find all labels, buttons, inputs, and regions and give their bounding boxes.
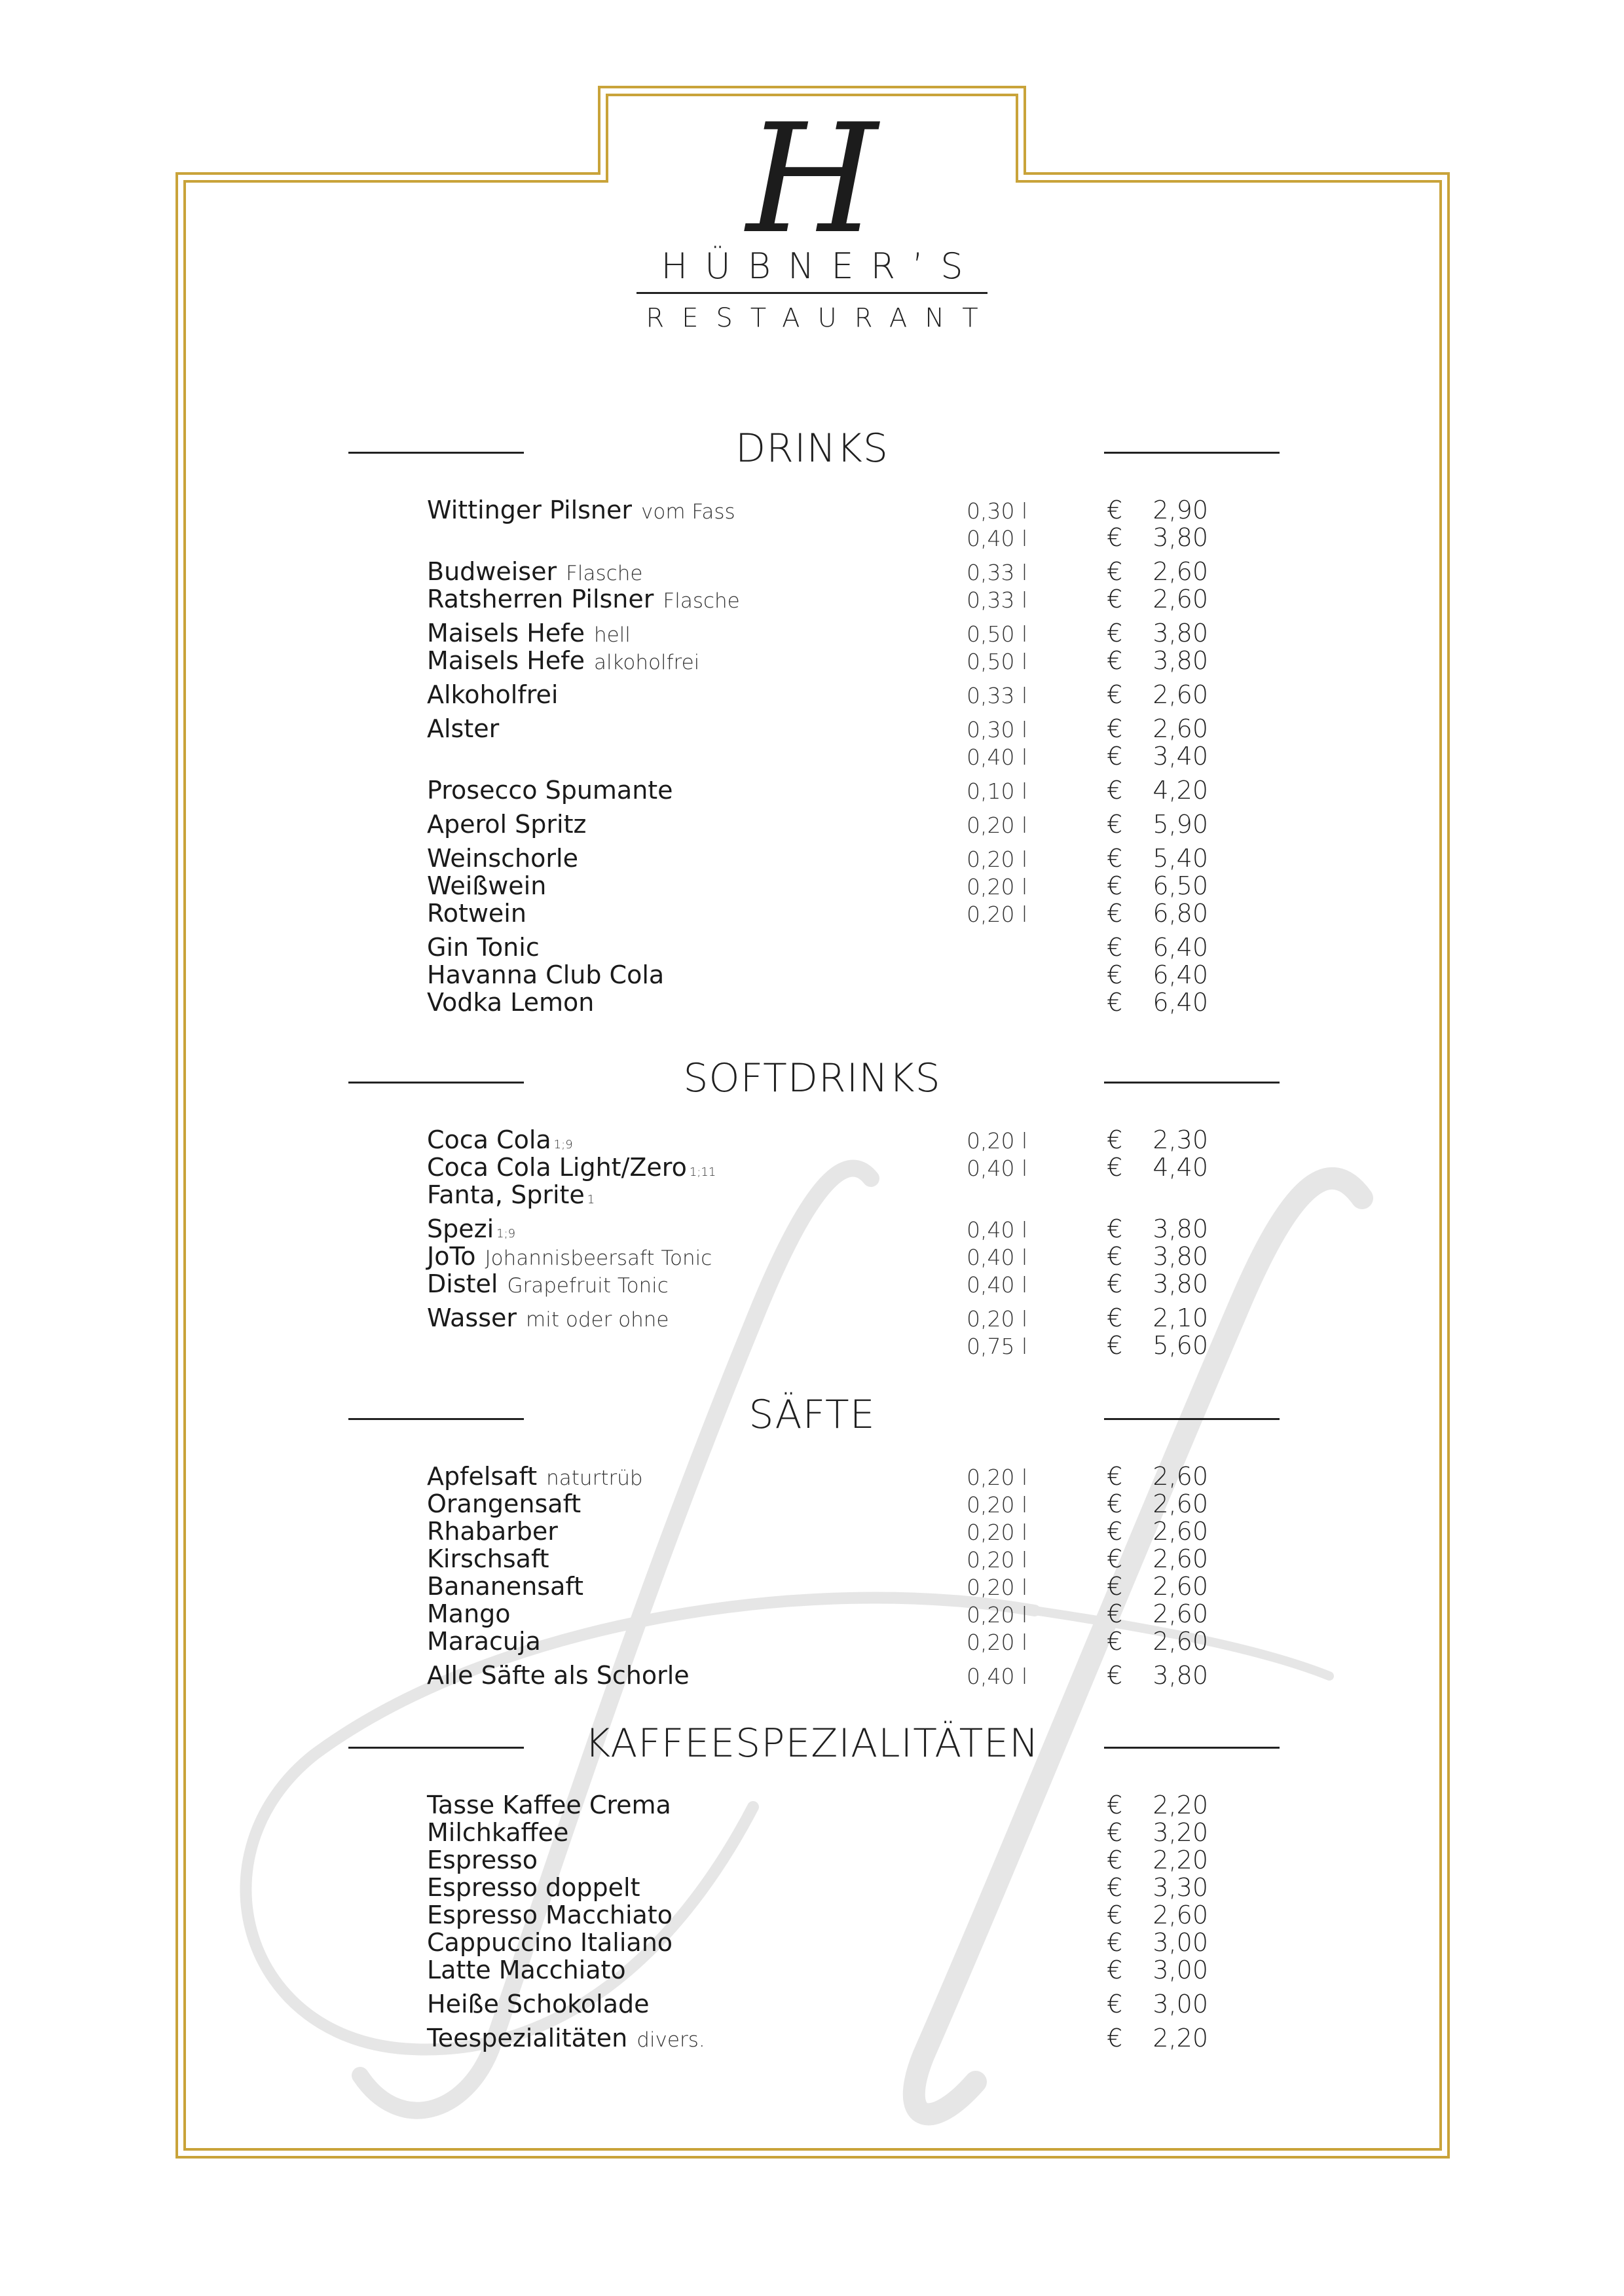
item-price: 3,30 xyxy=(1153,1873,1208,1902)
item-price: 3,80 xyxy=(1153,523,1208,552)
section-title: SOFTDRINKS xyxy=(683,1055,941,1101)
item-name: Distel xyxy=(427,1269,498,1298)
menu-item xyxy=(0,1490,1624,1518)
item-name-block xyxy=(427,1518,558,1545)
currency-symbol: € xyxy=(1107,1873,1123,1902)
menu-item xyxy=(0,496,1624,524)
section-drinks xyxy=(0,419,1624,1023)
menu-item xyxy=(0,1215,1624,1243)
item-name: Aperol Spritz xyxy=(427,810,587,839)
currency-symbol: € xyxy=(1107,1661,1123,1690)
item-price: 3,80 xyxy=(1153,1242,1208,1271)
currency-symbol: € xyxy=(1107,1990,1123,2018)
item-volume: 0,20 l xyxy=(967,1547,1028,1573)
item-name-block xyxy=(427,934,540,961)
item-name: Vodka Lemon xyxy=(427,988,595,1017)
menu-item xyxy=(0,1791,1624,1819)
item-name-block xyxy=(427,619,631,649)
item-name: Teespezialitäten xyxy=(427,2024,628,2052)
item-note: vom Fass xyxy=(641,500,735,524)
section-rule-right xyxy=(1104,1418,1280,1420)
item-name: Rotwein xyxy=(427,899,526,928)
item-name-block xyxy=(427,585,740,615)
item-price: 5,60 xyxy=(1153,1331,1208,1360)
currency-symbol: € xyxy=(1107,523,1123,552)
item-price: 2,60 xyxy=(1153,1599,1208,1628)
item-price: 6,50 xyxy=(1153,871,1208,900)
currency-symbol: € xyxy=(1107,1489,1123,1518)
menu-item xyxy=(0,934,1624,961)
item-name-block xyxy=(427,811,586,838)
item-name: Alkoholfrei xyxy=(427,680,559,709)
item-group xyxy=(0,1304,1624,1359)
brand-divider xyxy=(637,292,987,294)
item-name: Espresso doppelt xyxy=(427,1873,640,1902)
currency-symbol: € xyxy=(1107,1818,1123,1847)
item-price: 2,60 xyxy=(1153,1517,1208,1546)
item-volume: 0,33 l xyxy=(967,683,1028,708)
item-price: 3,00 xyxy=(1153,1990,1208,2018)
item-name-block xyxy=(427,776,673,804)
item-price: 2,60 xyxy=(1153,1901,1208,1929)
item-price: 2,20 xyxy=(1153,2024,1208,2052)
currency-symbol: € xyxy=(1107,1627,1123,1656)
section-rule-right xyxy=(1104,452,1280,454)
menu-item xyxy=(0,1628,1624,1655)
item-name-block xyxy=(427,1901,673,1929)
item-name: Alster xyxy=(427,714,500,743)
menu-item xyxy=(0,619,1624,647)
item-price: 3,80 xyxy=(1153,646,1208,675)
currency-symbol: € xyxy=(1107,1462,1123,1491)
item-name: Wasser xyxy=(427,1303,517,1332)
item-volume: 0,20 l xyxy=(967,812,1028,838)
item-note: divers. xyxy=(637,2028,705,2052)
item-price: 3,80 xyxy=(1153,1269,1208,1298)
menu-item xyxy=(0,961,1624,989)
item-name: Budweiser xyxy=(427,557,557,586)
item-name-block xyxy=(427,681,558,708)
currency-symbol: € xyxy=(1107,742,1123,771)
item-name: Gin Tonic xyxy=(427,933,540,962)
item-volume: 0,40 l xyxy=(967,1664,1028,1689)
menu-item xyxy=(0,1874,1624,1901)
item-name-block xyxy=(427,845,578,872)
item-name: Rhabarber xyxy=(427,1517,558,1546)
item-note: hell xyxy=(593,623,631,647)
currency-symbol: € xyxy=(1107,1901,1123,1929)
item-volume: 0,20 l xyxy=(967,1492,1028,1518)
item-name-block xyxy=(427,1243,712,1272)
item-name: Weißwein xyxy=(427,871,547,900)
section-title: DRINKS xyxy=(735,426,889,471)
item-name-block xyxy=(427,900,526,927)
item-name-block xyxy=(427,1628,541,1655)
menu-item xyxy=(0,681,1624,708)
menu-item xyxy=(0,1126,1624,1154)
item-group xyxy=(0,776,1624,804)
menu-item xyxy=(0,1990,1624,2018)
currency-symbol: € xyxy=(1107,2024,1123,2052)
item-name: Havanna Club Cola xyxy=(427,960,665,989)
currency-symbol: € xyxy=(1107,1331,1123,1360)
item-price: 2,60 xyxy=(1153,1462,1208,1491)
menu-item xyxy=(0,1181,1624,1209)
currency-symbol: € xyxy=(1107,1269,1123,1298)
item-name-block xyxy=(427,1662,690,1689)
menu-item xyxy=(0,1846,1624,1874)
currency-symbol: € xyxy=(1107,585,1123,613)
menu-items xyxy=(0,1463,1624,1689)
item-name: Spezi xyxy=(427,1214,494,1243)
item-price: 2,60 xyxy=(1153,714,1208,743)
currency-symbol: € xyxy=(1107,810,1123,839)
menu-item xyxy=(0,989,1624,1016)
item-group xyxy=(0,1126,1624,1209)
item-volume: 0,20 l xyxy=(967,1128,1028,1154)
currency-symbol: € xyxy=(1107,714,1123,743)
item-volume: 0,10 l xyxy=(967,778,1028,804)
menu-item xyxy=(0,1518,1624,1545)
item-name-block xyxy=(427,1846,538,1874)
menu-item xyxy=(0,715,1624,742)
item-name-block xyxy=(427,1819,568,1846)
currency-symbol: € xyxy=(1107,988,1123,1017)
item-name: Maracuja xyxy=(427,1627,541,1656)
currency-symbol: € xyxy=(1107,1125,1123,1154)
item-volume: 0,40 l xyxy=(967,1272,1028,1298)
item-name-block xyxy=(427,1791,671,1819)
menu-item xyxy=(0,1956,1624,1984)
item-price: 3,20 xyxy=(1153,1818,1208,1847)
item-volume: 0,20 l xyxy=(967,847,1028,872)
item-name: JoTo xyxy=(427,1242,476,1271)
item-name: Apfelsaft xyxy=(427,1462,538,1491)
item-note: Grapefruit Tonic xyxy=(507,1274,669,1298)
currency-symbol: € xyxy=(1107,1153,1123,1182)
item-name: Kirschsaft xyxy=(427,1544,549,1573)
item-additive-ref: 1;11 xyxy=(689,1165,716,1179)
item-price: 2,60 xyxy=(1153,1489,1208,1518)
item-group xyxy=(0,1463,1624,1655)
currency-symbol: € xyxy=(1107,933,1123,962)
item-price: 2,10 xyxy=(1153,1303,1208,1332)
item-name: Coca Cola xyxy=(427,1125,551,1154)
item-name-block xyxy=(427,1573,583,1600)
item-group xyxy=(0,619,1624,674)
section-saefte xyxy=(0,1385,1624,1696)
brand-subtitle: RESTAURANT xyxy=(646,303,996,333)
section-title: SÄFTE xyxy=(748,1392,876,1438)
item-price: 2,60 xyxy=(1153,680,1208,709)
item-price: 3,00 xyxy=(1153,1956,1208,1984)
item-name: Cappuccino Italiano xyxy=(427,1928,673,1957)
menu-item xyxy=(0,845,1624,872)
item-name-block xyxy=(427,1545,549,1573)
restaurant-logo xyxy=(616,92,1008,333)
item-group xyxy=(0,1215,1624,1298)
item-name-block xyxy=(427,1490,581,1518)
menu-item xyxy=(0,776,1624,804)
item-price: 3,80 xyxy=(1153,619,1208,647)
item-price: 2,60 xyxy=(1153,1544,1208,1573)
currency-symbol: € xyxy=(1107,557,1123,586)
currency-symbol: € xyxy=(1107,1544,1123,1573)
item-price: 5,40 xyxy=(1153,844,1208,873)
item-price: 5,90 xyxy=(1153,810,1208,839)
item-group xyxy=(0,558,1624,613)
item-volume: 0,20 l xyxy=(967,1602,1028,1628)
item-group xyxy=(0,1791,1624,1984)
menu-item xyxy=(0,1154,1624,1181)
currency-symbol: € xyxy=(1107,1572,1123,1601)
section-header xyxy=(0,419,1624,484)
menu-items xyxy=(0,496,1624,1016)
menu-item xyxy=(0,647,1624,674)
section-softdrinks xyxy=(0,1049,1624,1366)
currency-symbol: € xyxy=(1107,619,1123,647)
item-additive-ref: 1;9 xyxy=(496,1227,516,1241)
menu-item xyxy=(0,585,1624,613)
item-name: Espresso Macchiato xyxy=(427,1901,673,1929)
item-price: 2,60 xyxy=(1153,585,1208,613)
item-volume: 0,40 l xyxy=(967,1217,1028,1243)
item-name-block xyxy=(427,1874,640,1901)
item-name: Coca Cola Light/Zero xyxy=(427,1153,687,1182)
currency-symbol: € xyxy=(1107,899,1123,928)
item-name-block xyxy=(427,1304,669,1334)
currency-symbol: € xyxy=(1107,1928,1123,1957)
item-name: Alle Säfte als Schorle xyxy=(427,1661,690,1690)
menu-item xyxy=(0,1929,1624,1956)
section-header xyxy=(0,1049,1624,1114)
item-volume: 0,33 l xyxy=(967,560,1028,585)
menu-items xyxy=(0,1126,1624,1359)
item-additive-ref: 1 xyxy=(587,1193,595,1207)
item-additive-ref: 1;9 xyxy=(553,1138,573,1152)
item-volume: 0,50 l xyxy=(967,621,1028,647)
item-name-block xyxy=(427,1600,511,1628)
item-volume: 0,50 l xyxy=(967,649,1028,674)
item-note: naturtrüb xyxy=(546,1467,643,1490)
item-note: alkoholfrei xyxy=(593,651,700,674)
currency-symbol: € xyxy=(1107,871,1123,900)
menu-item xyxy=(0,742,1624,770)
item-volume: 0,40 l xyxy=(967,1245,1028,1270)
item-name-block xyxy=(427,1990,650,2018)
item-volume: 0,40 l xyxy=(967,1156,1028,1181)
item-price: 2,60 xyxy=(1153,1627,1208,1656)
item-volume: 0,20 l xyxy=(967,902,1028,927)
menu-item xyxy=(0,1332,1624,1359)
item-name-block xyxy=(427,647,699,676)
item-volume: 0,20 l xyxy=(967,1306,1028,1332)
item-name-block xyxy=(427,558,642,587)
menu-item xyxy=(0,1304,1624,1332)
currency-symbol: € xyxy=(1107,680,1123,709)
menu-item xyxy=(0,1545,1624,1573)
item-name: Heiße Schokolade xyxy=(427,1990,650,2018)
item-name-block xyxy=(427,989,594,1016)
item-name: Wittinger Pilsner xyxy=(427,496,633,524)
item-price: 4,20 xyxy=(1153,776,1208,805)
item-volume: 0,40 l xyxy=(967,526,1028,551)
item-price: 6,40 xyxy=(1153,933,1208,962)
item-group xyxy=(0,496,1624,551)
item-price: 6,40 xyxy=(1153,988,1208,1017)
item-name-block xyxy=(427,961,664,989)
currency-symbol: € xyxy=(1107,1599,1123,1628)
item-name: Fanta, Sprite xyxy=(427,1180,585,1209)
menu-item xyxy=(0,558,1624,585)
monogram-h-icon: H xyxy=(746,92,878,267)
item-volume: 0,30 l xyxy=(967,717,1028,742)
item-name-block xyxy=(427,2024,705,2054)
item-price: 6,80 xyxy=(1153,899,1208,928)
item-name-block xyxy=(427,496,735,526)
item-price: 2,20 xyxy=(1153,1846,1208,1874)
menu-items xyxy=(0,1791,1624,2052)
item-price: 3,00 xyxy=(1153,1928,1208,1957)
item-name: Tasse Kaffee Crema xyxy=(427,1791,671,1819)
section-kaffeespezialitaeten xyxy=(0,1714,1624,2058)
item-note: Flasche xyxy=(566,562,643,585)
item-name: Orangensaft xyxy=(427,1489,581,1518)
item-volume: 0,20 l xyxy=(967,1630,1028,1655)
item-price: 2,20 xyxy=(1153,1791,1208,1819)
item-name: Milchkaffee xyxy=(427,1818,569,1847)
item-name-block xyxy=(427,872,546,900)
item-name: Latte Macchiato xyxy=(427,1956,626,1984)
currency-symbol: € xyxy=(1107,1846,1123,1874)
item-name-block xyxy=(427,1181,595,1214)
item-group xyxy=(0,2024,1624,2052)
item-volume: 0,75 l xyxy=(967,1334,1028,1359)
item-note: Johannisbeersaft Tonic xyxy=(485,1247,712,1270)
item-volume: 0,20 l xyxy=(967,874,1028,900)
menu-item xyxy=(0,900,1624,927)
item-name: Prosecco Spumante xyxy=(427,776,673,805)
item-group xyxy=(0,681,1624,708)
currency-symbol: € xyxy=(1107,1517,1123,1546)
menu-item xyxy=(0,1819,1624,1846)
currency-symbol: € xyxy=(1107,1214,1123,1243)
item-note: Flasche xyxy=(663,589,740,613)
item-name-block xyxy=(427,1929,673,1956)
item-name-block xyxy=(427,715,499,742)
item-group xyxy=(0,715,1624,770)
section-rule-right xyxy=(1104,1082,1280,1084)
menu-item xyxy=(0,811,1624,838)
item-group xyxy=(0,845,1624,927)
currency-symbol: € xyxy=(1107,1956,1123,1984)
section-rule-right xyxy=(1104,1747,1280,1749)
item-group xyxy=(0,1662,1624,1689)
item-group xyxy=(0,811,1624,838)
item-name-block xyxy=(427,1270,669,1300)
item-price: 4,40 xyxy=(1153,1153,1208,1182)
menu-item xyxy=(0,1270,1624,1298)
item-price: 3,40 xyxy=(1153,742,1208,771)
section-header xyxy=(0,1714,1624,1779)
currency-symbol: € xyxy=(1107,1791,1123,1819)
item-volume: 0,20 l xyxy=(967,1575,1028,1600)
section-header xyxy=(0,1385,1624,1451)
item-price: 2,30 xyxy=(1153,1125,1208,1154)
item-price: 2,90 xyxy=(1153,496,1208,524)
currency-symbol: € xyxy=(1107,1303,1123,1332)
item-volume: 0,33 l xyxy=(967,587,1028,613)
currency-symbol: € xyxy=(1107,844,1123,873)
item-name: Maisels Hefe xyxy=(427,619,585,647)
item-group xyxy=(0,934,1624,1016)
item-name: Mango xyxy=(427,1599,511,1628)
item-name: Bananensaft xyxy=(427,1572,583,1601)
menu-item xyxy=(0,2024,1624,2052)
item-name-block xyxy=(427,1956,626,1984)
menu-item xyxy=(0,1662,1624,1689)
menu-item xyxy=(0,1901,1624,1929)
menu-item xyxy=(0,872,1624,900)
item-name: Maisels Hefe xyxy=(427,646,585,675)
item-price: 3,80 xyxy=(1153,1214,1208,1243)
currency-symbol: € xyxy=(1107,646,1123,675)
item-volume: 0,40 l xyxy=(967,744,1028,770)
item-price: 2,60 xyxy=(1153,1572,1208,1601)
item-price: 3,80 xyxy=(1153,1661,1208,1690)
item-name: Weinschorle xyxy=(427,844,578,873)
item-price: 6,40 xyxy=(1153,960,1208,989)
section-title: KAFFEESPEZIALITÄTEN xyxy=(584,1721,1040,1766)
item-name: Espresso xyxy=(427,1846,538,1874)
menu-item xyxy=(0,1243,1624,1270)
menu-item xyxy=(0,1463,1624,1490)
item-price: 2,60 xyxy=(1153,557,1208,586)
item-note: mit oder ohne xyxy=(526,1308,669,1332)
menu-item xyxy=(0,524,1624,551)
currency-symbol: € xyxy=(1107,776,1123,805)
item-volume: 0,20 l xyxy=(967,1465,1028,1490)
item-name: Ratsherren Pilsner xyxy=(427,585,654,613)
menu-item xyxy=(0,1573,1624,1600)
item-name-block xyxy=(427,1463,643,1492)
currency-symbol: € xyxy=(1107,496,1123,524)
currency-symbol: € xyxy=(1107,960,1123,989)
item-group xyxy=(0,1990,1624,2018)
brand-name: HÜBNER’S xyxy=(661,246,980,287)
item-volume: 0,20 l xyxy=(967,1520,1028,1545)
currency-symbol: € xyxy=(1107,1242,1123,1271)
item-volume: 0,30 l xyxy=(967,498,1028,524)
menu-item xyxy=(0,1600,1624,1628)
